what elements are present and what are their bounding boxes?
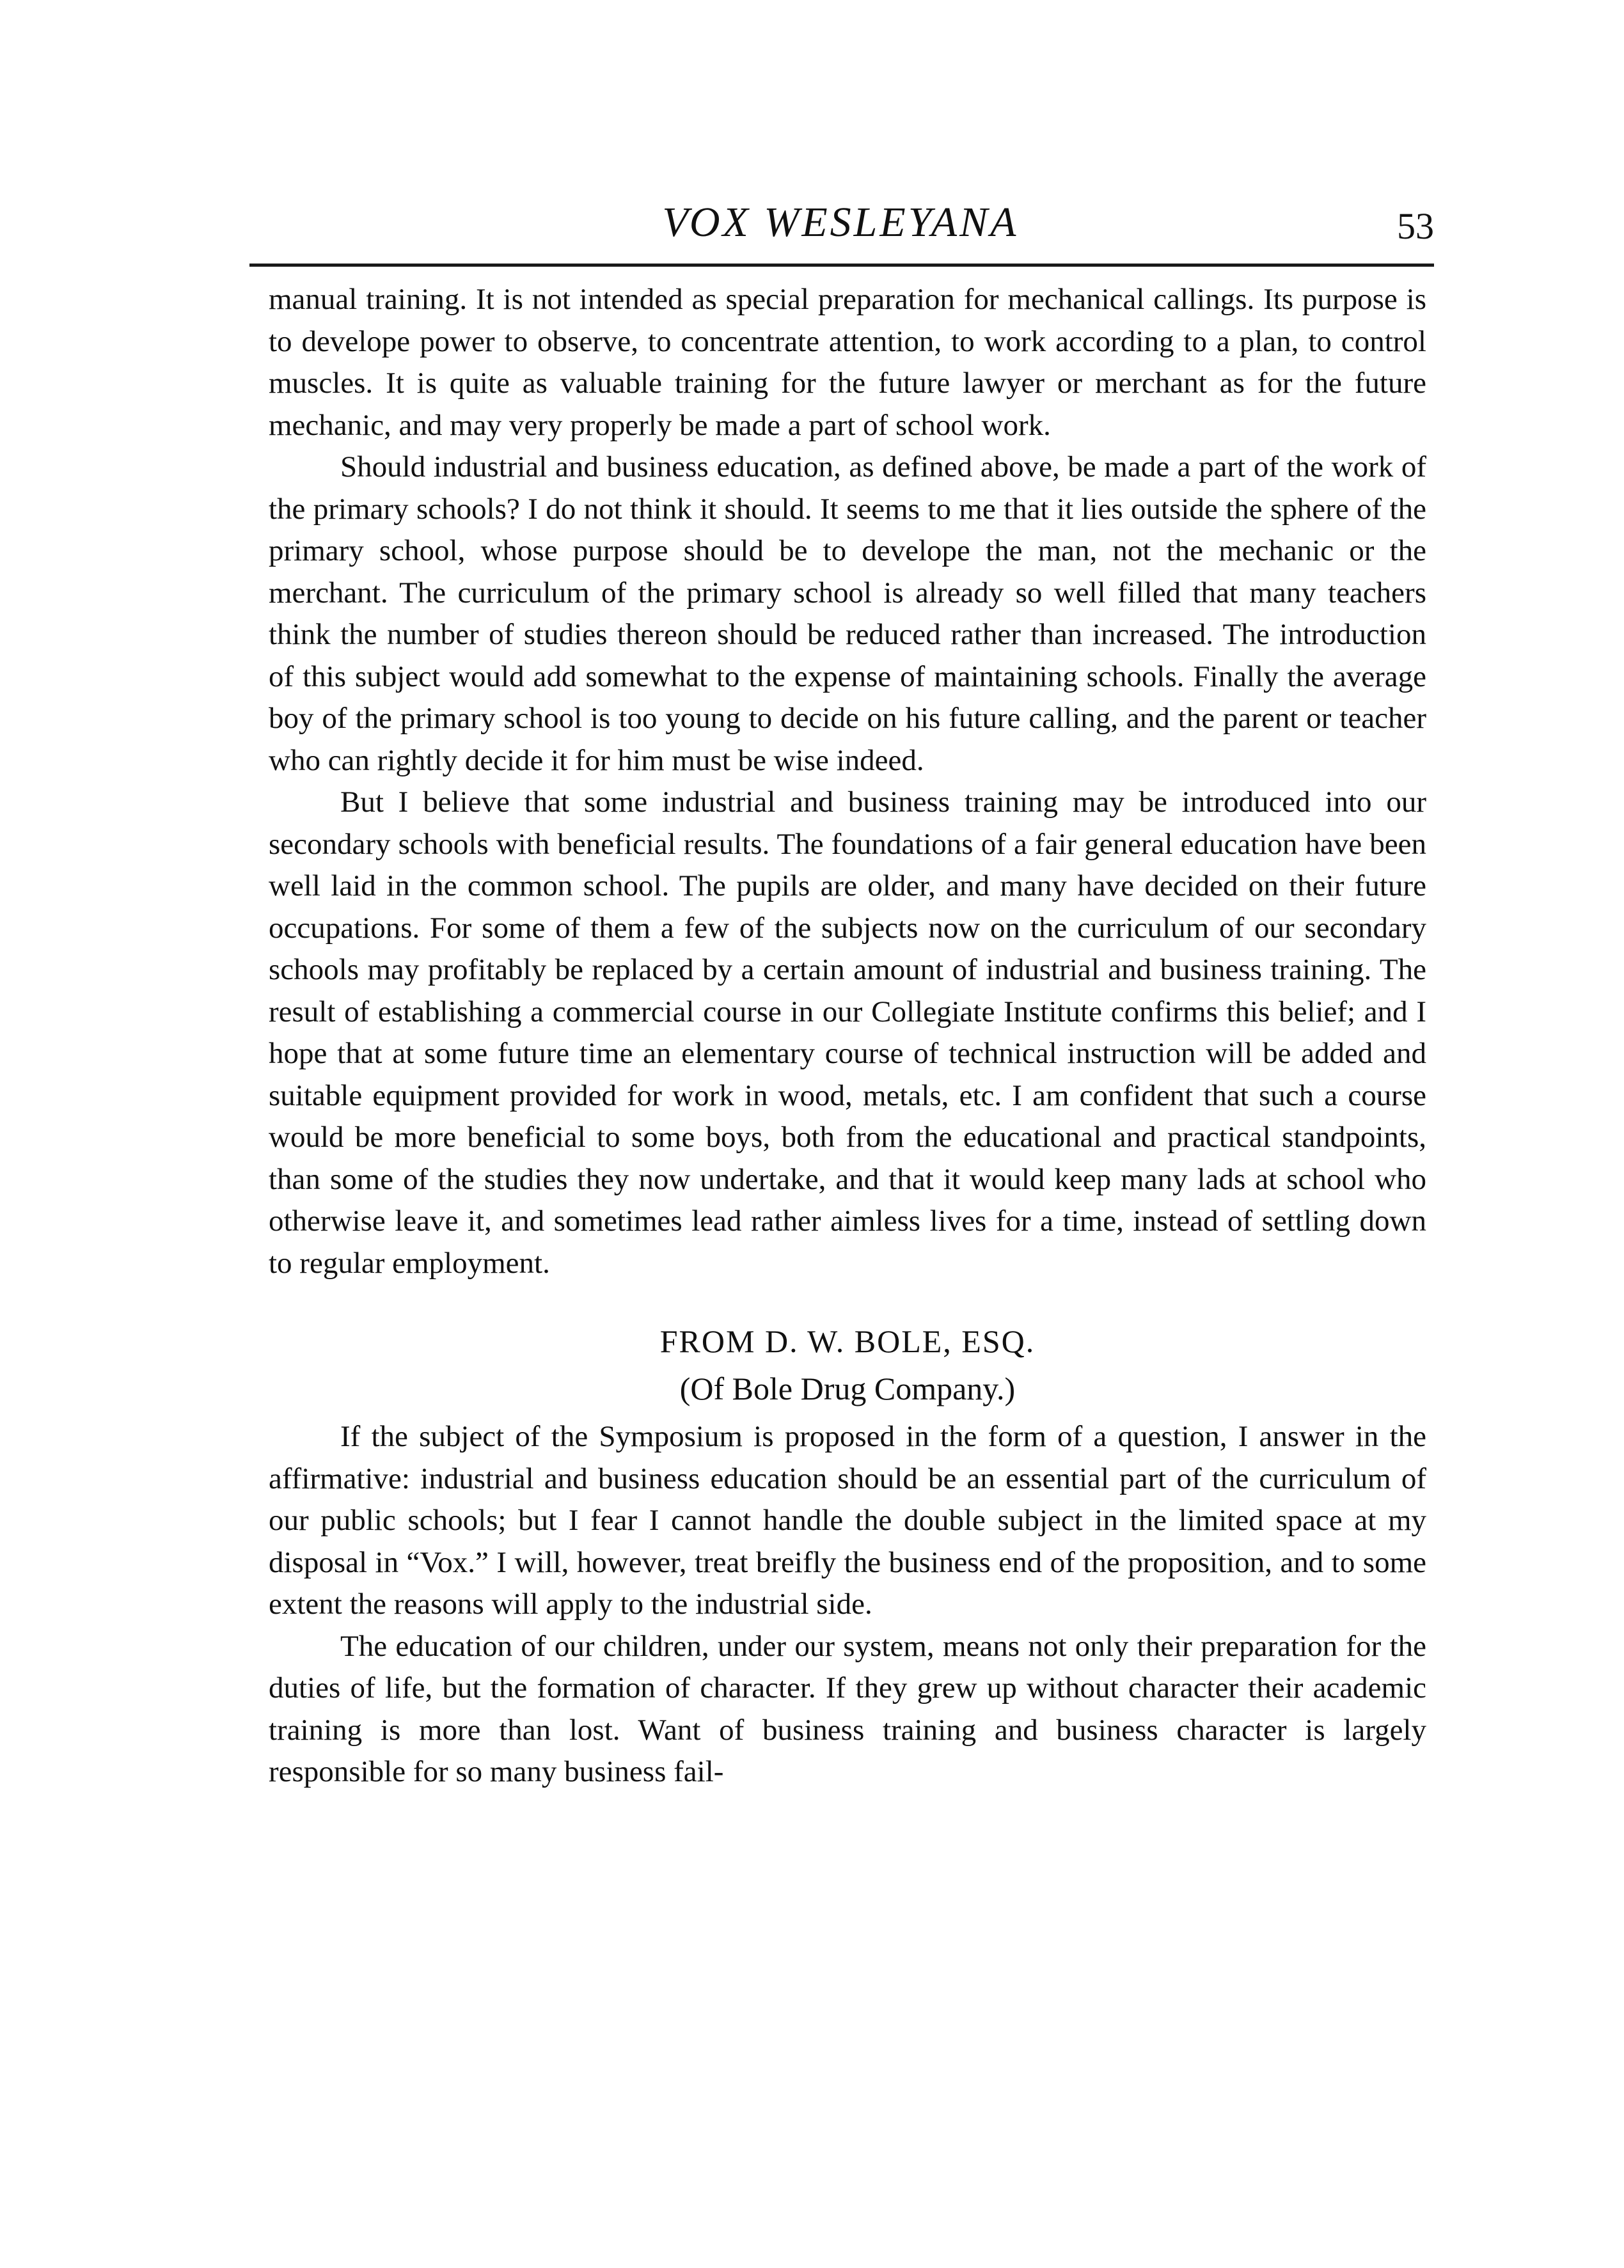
- journal-title: VOX WESLEYANA: [662, 199, 1019, 246]
- running-head: [247, 192, 1434, 249]
- paragraph: If the subject of the Symposium is proposed in the form of a question, I answer in the affirmative: industrial and business education should be an essential part of the curriculum of our public schools; but I fear I cannot handle the double subject in the limited space at my disposal in “Vox.” I will, however, treat breifly the business end of the proposition, and to some extent the reasons will apply to the industrial side.: [269, 1420, 1426, 1621]
- header-rule: [249, 264, 1434, 267]
- paragraph-continued: manual training. It is not intended as special preparation for mechanical callings. Its purpose is to develope power to observe, to concentrate attention, to work according to a plan, to control muscles. It is quite as valuable training for the future lawyer or merchant as for the future mechanic, and may very properly be made a part of school work.: [269, 283, 1426, 442]
- article-body: [269, 279, 1426, 1793]
- section-heading: FROM D. W. BOLE, ESQ.: [659, 1323, 1036, 1359]
- section-subheading: (Of Bole Drug Company.): [679, 1371, 1016, 1406]
- paragraph: Should industrial and business education, as defined above, be made a part of the work of the primary schools? I do not think it should. It seems to me that it lies outside the sphere of the primary school, whose purpose should be to develope the man, not the mechanic or the merchant. The curriculum of the primary school is already so well filled that many teachers think the number of studies thereon should be reduced rather than increased. The introduction of this subject would add somewhat to the expense of maintaining schools. Finally the average boy of the primary school is too young to decide on his future calling, and the parent or teacher who can rightly decide it for him must be wise indeed.: [269, 450, 1426, 777]
- page-number: 53: [1397, 205, 1434, 247]
- paragraph: The education of our children, under our system, means not only their preparation for the duties of life, but the formation of character. If they grew up without character their academic training is more than lost. Want of business training and business character is largely responsible for so many business fail-: [269, 1629, 1426, 1788]
- paragraph: But I believe that some industrial and business training may be introduced into our secondary schools with beneficial results. The foundations of a fair general education have been well laid in the common school. The pupils are older, and many have decided on their future occupations. For some of them a few of the subjects now on the curriculum of our secondary schools may profitably be replaced by a certain amount of industrial and business training. The result of establishing a commercial course in our Collegiate Institute confirms this belief; and I hope that at some future time an elementary course of technical instruction will be added and suitable equipment provided for work in wood, metals, etc. I am confident that such a course would be more beneficial to some boys, both from the educational and practical standpoints, than some of the studies they now undertake, and that it would keep many lads at school who otherwise leave it, and sometimes lead rather aimless lives for a time, instead of settling down to regular employment.: [269, 785, 1426, 1280]
